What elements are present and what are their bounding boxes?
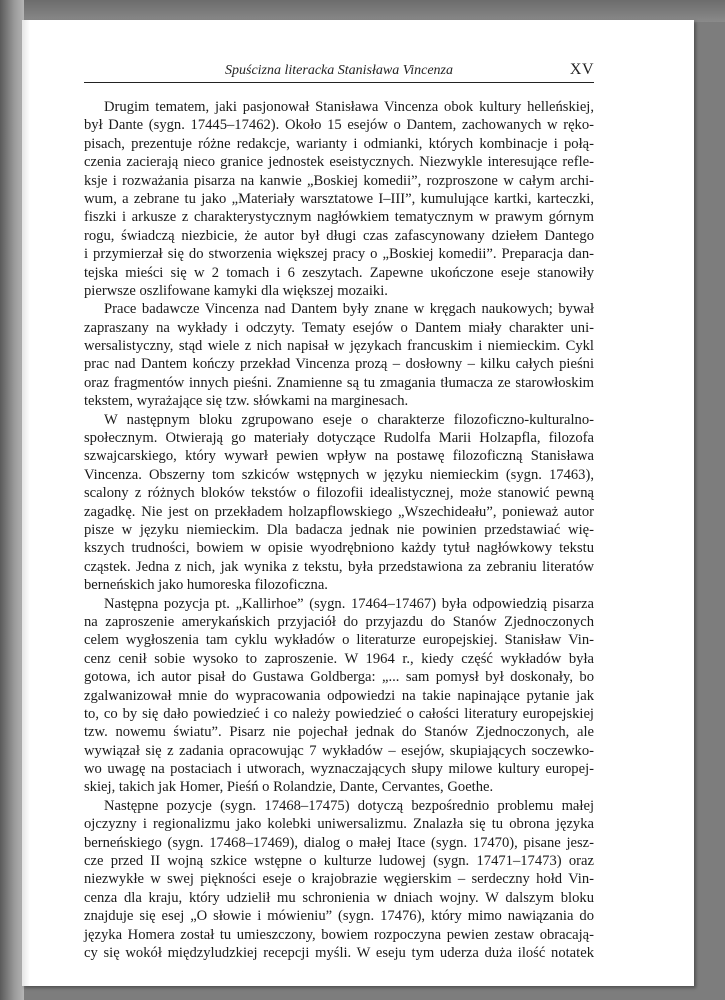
text-line: scalony z różnych bloków tekstów o filozofii idealistycznej, może stanowić pewną — [84, 485, 594, 502]
text-line: szwajcarskiego, który wywarł pewien wpływ na postawę filozoficzną Stanisława — [84, 448, 594, 465]
page-number: XV — [569, 61, 594, 78]
text-line: pisze w języku niemieckim. Dla badacza jednak nie powinien przedstawiać wię- — [84, 521, 594, 538]
scan-background-left — [0, 0, 24, 1000]
text-line: gotowa, ich autor pisał do Gustawa Goldberga: „... sam pomysł był doskonały, bo — [84, 669, 594, 686]
text-line: tekstem, wyrażające się tzw. słówkami na marginesach. — [84, 393, 409, 410]
text-line: pierwsze oszlifowane kamyki dla większej mozaiki. — [84, 282, 388, 299]
text-line: ksje i rozważania pisarza na kanwie „Boskiej komedii”, rozproszone w całym archi- — [84, 172, 594, 189]
text-line: ojczyzny i regionalizmu jako kolebki uniwersalizmu. Znalazła się tu obrona języka — [84, 816, 594, 833]
paragraph — [84, 411, 594, 595]
scan-background-top — [0, 0, 725, 22]
text-line: czenia zacierają nieco granice jednostek eseistycznych. Niezwykle interesujące refle- — [84, 154, 594, 171]
text-line: berneńskiego (sygn. 17468–17469), dialog o małej Itace (sygn. 17470), pisane jesz- — [84, 834, 594, 851]
text-line: cze przed II wojną szkice wstępne o kulturze ludowej (sygn. 17471–17473) oraz — [84, 853, 594, 870]
paragraph — [84, 595, 594, 797]
text-line: kszych trudności, bowiem w opisie wyodrębniono każdy tytuł nagłówkowy tekstu — [84, 540, 594, 557]
text-line: tzw. nowemu światu”. Pisarz nie pojechał jednak do Stanów Zjednoczonych, ale — [84, 724, 594, 741]
text-line: berneńskich jako humoreska filozoficzna. — [84, 577, 328, 594]
text-line: wersalistyczny, stąd wiele z nich napisał w językach francuskim i niemieckim. Cykl — [84, 338, 594, 355]
text-line: wywiązał się z zadania opracowując 7 wykładów – esejów, skupiających soczewko- — [84, 742, 594, 759]
body-text — [84, 98, 594, 962]
text-line: cenz cenił sobie wysoko to zaproszenie. W 1964 r., kiedy część wykładów była — [84, 650, 594, 667]
text-line: niezwykłe w swej piękności eseje o krajobrazie węgierskim – serdeczny hołd Vin- — [84, 871, 594, 888]
text-line: zgalwanizował mnie do wypracowania odpowiedzi na takie napinające pytanie jak — [84, 687, 594, 704]
text-line: cy się wokół międzyludzkiej recepcji myśli. W eseju tym uderza duża ilość notatek — [84, 944, 594, 961]
text-line: był Dante (sygn. 17445–17462). Około 15 esejów o Dantem, zachowanych w ręko- — [84, 117, 594, 134]
text-line: Vincenza. Obszerny tom szkiców wstępnych w języku niemieckim (sygn. 17463), — [84, 466, 594, 483]
text-line: zagadkę. Nie jest on przekładem holzapflowskiego „Wszechideału”, ponieważ autor — [84, 503, 594, 520]
text-line: Następna pozycja pt. „Kallirhoe” (sygn. 17464–17467) była odpowiedzią pisarza — [104, 595, 594, 612]
running-header-title: Spuścizna literacka Stanisława Vincenza — [225, 63, 453, 78]
running-header — [84, 60, 594, 83]
text-line: społecznym. Otwierają go materiały dotyczące Rudolfa Marii Holzapfla, filozofa — [84, 430, 594, 447]
text-line: wo uwagę na postaciach i utworach, wyznaczających słupy milowe kultury europej- — [84, 761, 594, 778]
text-line: cenza dla kraju, który udzielił mu schronienia w dniach wojny. W dalszym bloku — [84, 889, 594, 906]
text-line: pisach, prezentuje różne redakcje, warianty i odmianki, których kombinacje i połą- — [84, 135, 594, 152]
text-line: to, co by się dało powiedzieć i co należy powiedzieć o całości literatury europejskiej — [84, 705, 594, 722]
text-line: prac nad Dantem kończy przekład Vincenza prozą – dosłowny – kilku całych pieśni — [84, 356, 594, 373]
text-line: Następne pozycje (sygn. 17468–17475) dotyczą bezpośrednio problemu małej — [104, 797, 594, 814]
text-line: W następnym bloku zgrupowano eseje o charakterze filozoficzno-kulturalno- — [104, 411, 594, 428]
text-line: rogu, świadczą niezbicie, że autor był długi czas zafascynowany dziełem Dantego — [84, 227, 594, 244]
text-line: skiej, takich jak Homer, Pieśń o Rolandzie, Dante, Cervantes, Goethe. — [84, 779, 494, 796]
text-line: i przymierzał się do stworzenia większej pracy o „Boskiej komedii”. Preparacja dan- — [84, 246, 594, 263]
text-line: na zaproszenie amerykańskich przyjaciół do przyjazdu do Stanów Zjednoczonych — [84, 613, 594, 630]
paragraph — [84, 300, 594, 410]
text-line: wum, a zebrane tu jako „Materiały warsztatowe I–III”, kumulujące kartki, karteczki, — [84, 190, 594, 207]
text-line: znajduje się esej „O słowie i mówieniu” (sygn. 17476), który mimo nawiązania do — [84, 908, 594, 925]
text-line: celem wygłoszenia tam cyklu wykładów o literaturze europejskiej. Stanisław Vin- — [84, 632, 594, 649]
text-line: Prace badawcze Vincenza nad Dantem były znane w kręgach naukowych; bywał — [104, 301, 594, 318]
text-line: języka Homera został tu umieszczony, bowiem rozpoczyna pewien zestaw obracają- — [84, 926, 594, 943]
text-line: oraz fragmentów innych pieśni. Znamienne są tu zmagania tłumacza ze starowłoskim — [84, 374, 594, 391]
text-line: fiszki i arkusze z charakterystycznym nagłówkiem tematycznym w prawym górnym — [84, 209, 594, 226]
paragraph — [84, 98, 594, 300]
text-line: zapraszany na wykłady i odczyty. Tematy esejów o Dantem miały charakter uni- — [84, 319, 594, 336]
text-line: cząstek. Jedna z nich, jak wynika z tekstu, była przedstawiona za zebraniu literatów — [84, 558, 594, 575]
paragraph — [84, 797, 594, 963]
page-gutter-shadow — [22, 20, 30, 986]
text-line: tejska mieści się w 2 tomach i 6 zeszytach. Zapewne ukończone eseje stanowiły — [84, 264, 594, 281]
text-line: Drugim tematem, jaki pasjonował Stanisława Vincenza obok kultury helleńskiej, — [104, 99, 594, 115]
